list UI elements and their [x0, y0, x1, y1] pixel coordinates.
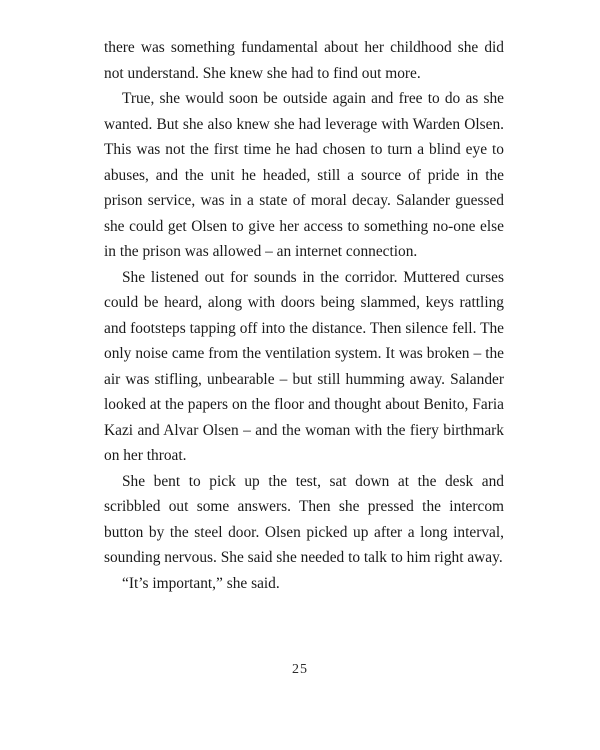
- paragraph: True, she would soon be outside again and free to do as she wanted. But she also knew she had leverage with Warden Olsen. This was not the first time he had chosen to turn a blind eye to abuses, and the unit he headed, still a source of pride in the prison service, was in a state of moral decay. Salander guessed she could get Olsen to give her access to something no-one else in the prison was allowed – an internet connection.: [104, 90, 504, 260]
- page-number: 25: [292, 662, 308, 677]
- paragraph-continuation: there was something fundamental about her childhood she did not understand. She knew she had to find out more.: [104, 39, 504, 82]
- body-text: [104, 35, 504, 596]
- paragraph: She listened out for sounds in the corridor. Muttered curses could be heard, along with doors being slammed, keys rattling and footsteps tapping off into the distance. Then silence fell. The only noise came from the ventilation system. It was broken – the air was stifling, unbearable – but still humming away. Salander looked at the papers on the floor and thought about Benito, Faria Kazi and Alvar Olsen – and the woman with the fiery birthmark on her throat.: [104, 268, 504, 464]
- paragraph-dialogue: “It’s important,” she said.: [122, 574, 280, 592]
- paragraph: She bent to pick up the test, sat down at the desk and scribbled out some answers. Then she pressed the intercom button by the steel door. Olsen picked up after a long interval, sounding nervous. She said she needed to talk to him right away.: [104, 472, 504, 566]
